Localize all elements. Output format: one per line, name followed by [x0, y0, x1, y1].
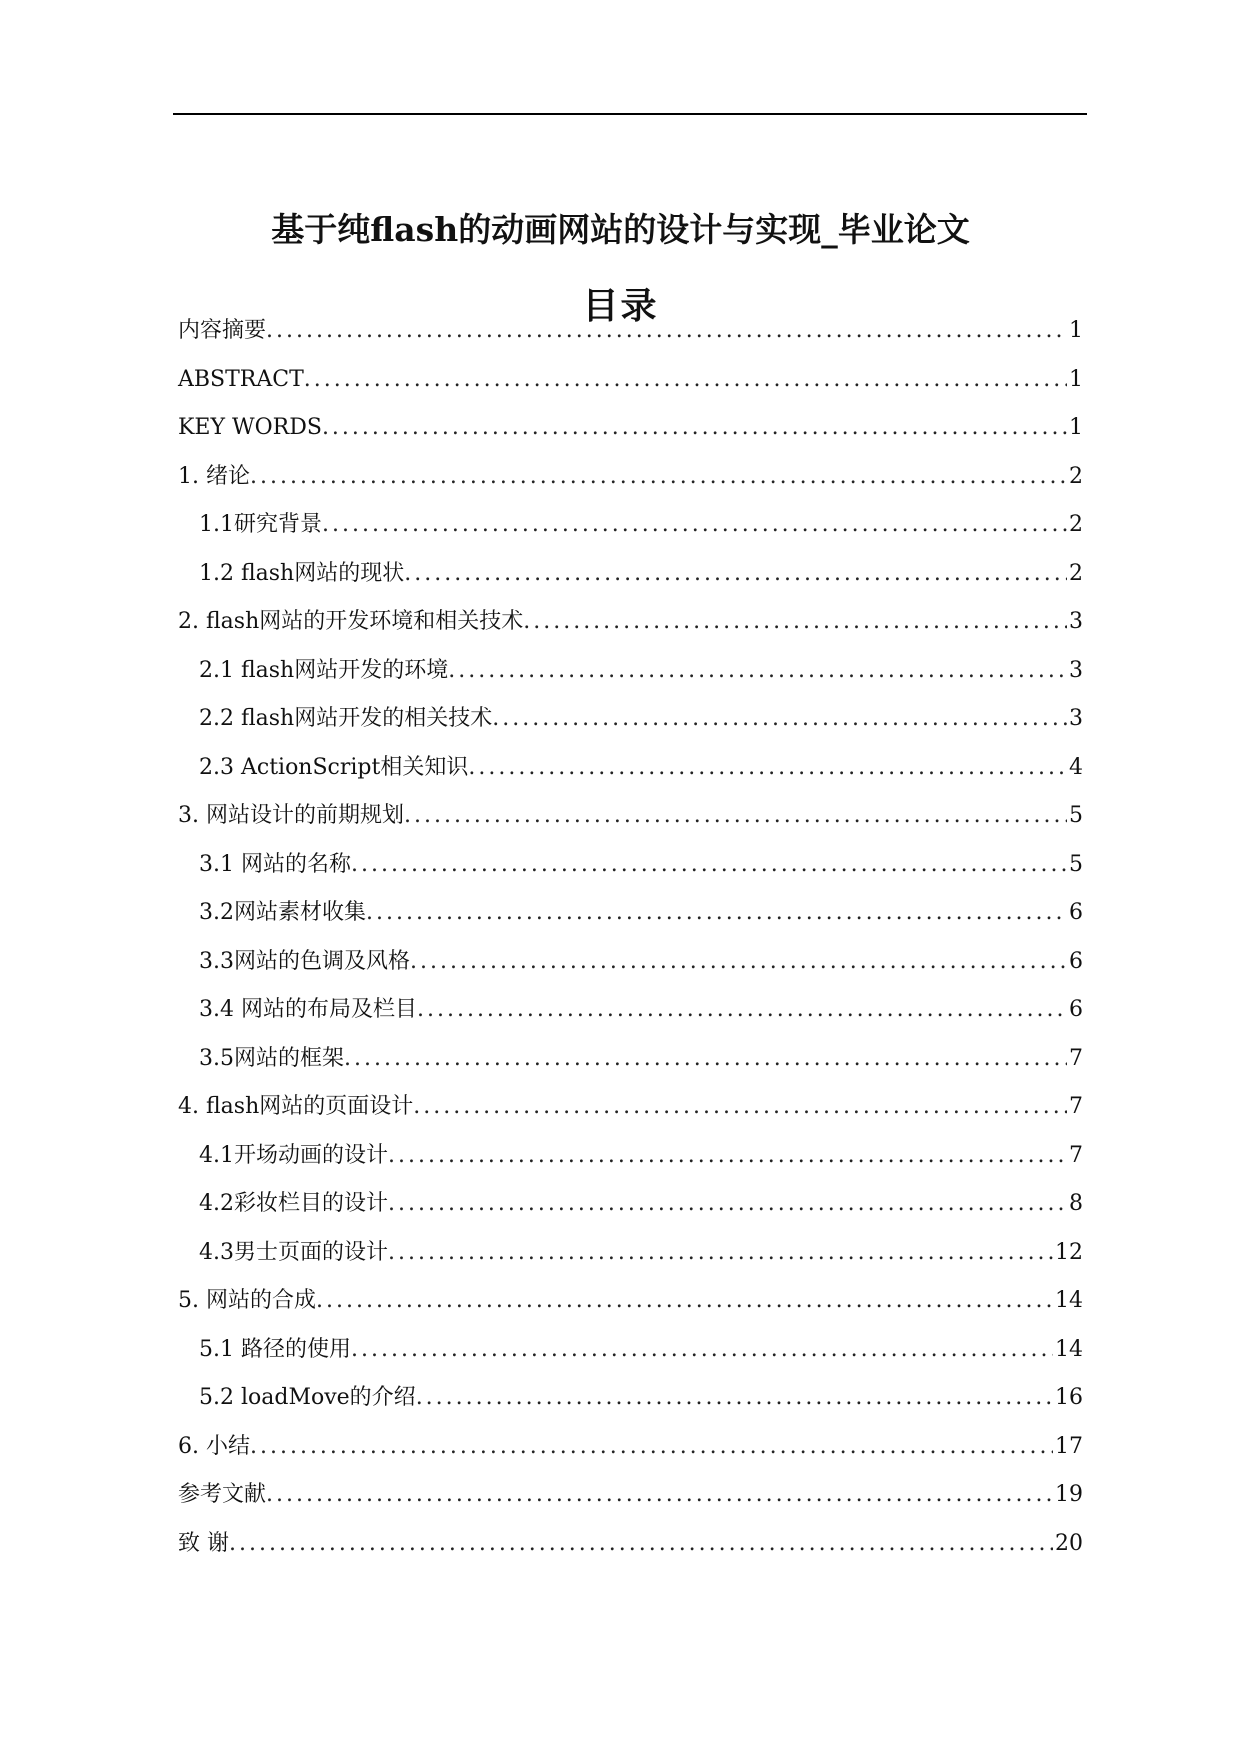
toc-entry-page-number: 14: [1055, 1288, 1083, 1313]
toc-entry[interactable]: [178, 508, 1083, 557]
toc-entry-page-number: 20: [1055, 1530, 1083, 1556]
toc-entry-page-number: 5: [1069, 803, 1083, 828]
toc-entry[interactable]: [178, 1284, 1083, 1333]
toc-entry-title: 4.3男士页面的设计: [199, 1239, 388, 1265]
toc-entry[interactable]: [178, 605, 1083, 654]
toc-entry-page-number: 3: [1069, 609, 1083, 634]
toc-dot-leader: [322, 508, 1067, 542]
toc-entry-page-number: 2: [1069, 560, 1083, 586]
toc-entry-page-number: 7: [1069, 1142, 1083, 1168]
document-title: 基于纯flash的动画网站的设计与实现_毕业论文: [271, 210, 970, 250]
toc-entry-title: 4.2彩妆栏目的设计: [199, 1191, 388, 1216]
toc-dot-leader: [250, 1430, 1053, 1464]
toc-dot-leader: [417, 993, 1067, 1027]
toc-dot-leader: [366, 896, 1067, 930]
toc-entry[interactable]: [178, 1187, 1083, 1236]
toc-entry[interactable]: [178, 1381, 1083, 1430]
toc-entry[interactable]: [178, 411, 1083, 460]
toc-dot-leader: [388, 1236, 1053, 1270]
toc-entry-page-number: 6: [1069, 900, 1083, 925]
toc-entry[interactable]: [178, 848, 1083, 897]
toc-entry-title: 3.2网站素材收集: [199, 900, 366, 925]
toc-entry-title: 参考文献: [178, 1482, 267, 1507]
toc-entry-title: 1.2 flash网站的现状: [199, 560, 405, 586]
toc-entry-title: ABSTRACT: [178, 366, 304, 392]
toc-entry-page-number: 2: [1069, 512, 1083, 537]
toc-entry-title: 5.2 loadMove的介绍: [199, 1385, 416, 1410]
toc-entry-title: 5.1 路径的使用: [199, 1336, 351, 1362]
toc-entry-page-number: 1: [1069, 318, 1083, 343]
toc-dot-leader: [351, 1333, 1053, 1367]
toc-entry-page-number: 12: [1055, 1239, 1083, 1265]
toc-entry-title: 2.3 ActionScript相关知识: [199, 754, 469, 780]
toc-entry-title: 3.5网站的框架: [199, 1045, 344, 1071]
toc-entry[interactable]: [178, 993, 1083, 1042]
toc-entry-title: 3.1 网站的名称: [199, 851, 351, 877]
toc-entry-page-number: 6: [1069, 948, 1083, 974]
toc-entry[interactable]: [178, 896, 1083, 945]
toc-entry-page-number: 8: [1069, 1191, 1083, 1216]
toc-entry-title: 1.1研究背景: [199, 512, 322, 537]
toc-dot-leader: [316, 1284, 1053, 1318]
toc-dot-leader: [351, 848, 1067, 882]
toc-dot-leader: [448, 654, 1067, 688]
toc-entry-page-number: 19: [1055, 1482, 1083, 1507]
toc-entry[interactable]: [178, 751, 1083, 800]
toc-entry[interactable]: [178, 314, 1083, 363]
toc-entry-title: KEY WORDS: [178, 415, 322, 440]
toc-entry-title: 2.2 flash网站开发的相关技术: [199, 706, 493, 731]
header-rule: [173, 113, 1087, 115]
toc-entry[interactable]: [178, 1478, 1083, 1527]
toc-dot-leader: [388, 1139, 1067, 1173]
toc-entry-page-number: 3: [1069, 706, 1083, 731]
toc-entry[interactable]: [178, 557, 1083, 606]
toc-dot-leader: [416, 1381, 1053, 1415]
toc-entry-title: 5. 网站的合成: [178, 1288, 316, 1313]
toc-dot-leader: [468, 751, 1067, 785]
toc-entry[interactable]: [178, 1236, 1083, 1285]
toc-dot-leader: [266, 314, 1067, 348]
toc-entry-page-number: 1: [1069, 415, 1083, 440]
toc-entry[interactable]: [178, 1430, 1083, 1479]
toc-dot-leader: [229, 1527, 1053, 1561]
toc-entry[interactable]: [178, 1333, 1083, 1382]
toc-entry[interactable]: [178, 460, 1083, 509]
toc-entry-page-number: 6: [1069, 997, 1083, 1022]
toc-entry-page-number: 16: [1055, 1385, 1083, 1410]
toc-entry-title: 3.3网站的色调及风格: [199, 948, 410, 974]
toc-entry[interactable]: [178, 1527, 1083, 1576]
toc-heading: 目录: [582, 284, 659, 327]
toc-dot-leader: [388, 1187, 1067, 1221]
toc-dot-leader: [344, 1042, 1067, 1076]
toc-entry-page-number: 3: [1069, 657, 1083, 683]
toc-dot-leader: [250, 460, 1067, 494]
toc-entry-title: 4. flash网站的页面设计: [178, 1094, 414, 1119]
toc-dot-leader: [322, 411, 1067, 445]
toc-dot-leader: [413, 1090, 1067, 1124]
toc-dot-leader: [266, 1478, 1053, 1512]
toc-entry[interactable]: [178, 945, 1083, 994]
toc-entry-title: 致 谢: [178, 1530, 229, 1556]
toc-entry[interactable]: [178, 1090, 1083, 1139]
toc-entry-page-number: 5: [1069, 851, 1083, 877]
toc-entry-title: 4.1开场动画的设计: [199, 1142, 388, 1168]
toc-entry[interactable]: [178, 363, 1083, 412]
toc-entry[interactable]: [178, 702, 1083, 751]
toc-entry-title: 内容摘要: [178, 318, 267, 343]
toc-entry-title: 2. flash网站的开发环境和相关技术: [178, 609, 524, 634]
toc-dot-leader: [404, 799, 1067, 833]
toc-entry-page-number: 7: [1069, 1094, 1083, 1119]
toc-entry-title: 2.1 flash网站开发的环境: [199, 657, 449, 683]
toc-entry-page-number: 14: [1055, 1336, 1083, 1362]
toc-entry-title: 3.4 网站的布局及栏目: [199, 997, 417, 1022]
toc-dot-leader: [410, 945, 1067, 979]
toc-entry[interactable]: [178, 799, 1083, 848]
toc-entry-page-number: 1: [1069, 366, 1083, 392]
toc-entry-title: 6. 小结: [178, 1433, 250, 1459]
toc-entry[interactable]: [178, 1139, 1083, 1188]
toc-dot-leader: [523, 605, 1067, 639]
toc-entry-page-number: 4: [1069, 754, 1083, 780]
toc-dot-leader: [304, 363, 1067, 397]
toc-entry[interactable]: [178, 1042, 1083, 1091]
toc-entry-page-number: 17: [1055, 1433, 1083, 1459]
toc-entry-title: 3. 网站设计的前期规划: [178, 803, 404, 828]
toc-entry-title: 1. 绪论: [178, 463, 250, 489]
toc-entry-page-number: 7: [1069, 1045, 1083, 1071]
toc-dot-leader: [492, 702, 1067, 736]
toc-entry-page-number: 2: [1069, 463, 1083, 489]
table-of-contents: [178, 314, 1083, 1575]
toc-dot-leader: [404, 557, 1067, 591]
toc-entry[interactable]: [178, 654, 1083, 703]
